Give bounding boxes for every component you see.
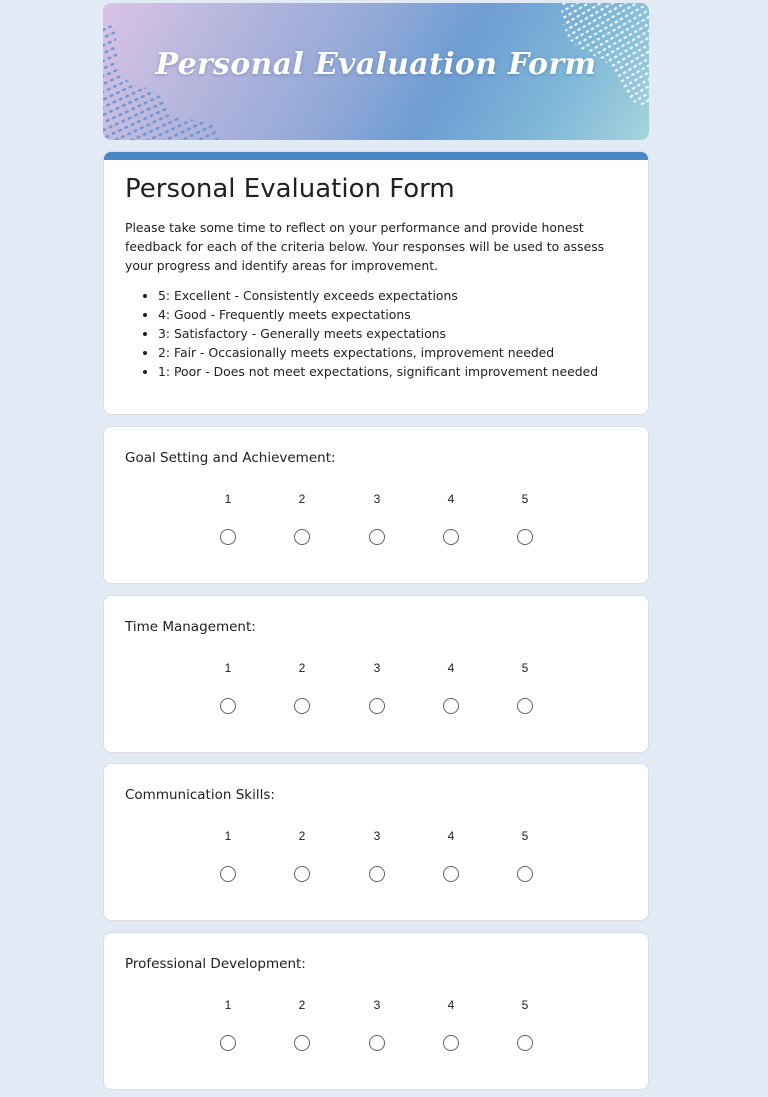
banner-title: Personal Evaluation Form <box>155 47 597 82</box>
scale-label-2: 2 <box>298 492 306 506</box>
rating-radio-2[interactable] <box>294 866 310 882</box>
rating-scale-item: • 5: Excellent - Consistently exceeds expectations <box>158 286 598 305</box>
question-card-goal-setting <box>103 426 649 584</box>
scale-label-3: 3 <box>373 661 381 675</box>
question-card-time-management <box>103 595 649 753</box>
rating-radio-2[interactable] <box>294 529 310 545</box>
scale-label-1: 1 <box>224 829 232 843</box>
rating-radio-2[interactable] <box>294 1035 310 1051</box>
rating-radio-5[interactable] <box>517 698 533 714</box>
rating-radio-4[interactable] <box>443 866 459 882</box>
question-title: Goal Setting and Achievement: <box>125 450 336 466</box>
question-title: Communication Skills: <box>125 787 275 803</box>
rating-scale-item: • 3: Satisfactory - Generally meets expectations <box>158 324 598 343</box>
scale-label-4: 4 <box>447 829 455 843</box>
rating-radio-5[interactable] <box>517 866 533 882</box>
rating-radio-3[interactable] <box>369 698 385 714</box>
scale-label-5: 5 <box>521 492 529 506</box>
scale-label-3: 3 <box>373 829 381 843</box>
rating-radio-3[interactable] <box>369 1035 385 1051</box>
scale-label-1: 1 <box>224 661 232 675</box>
header-accent-bar <box>104 152 648 160</box>
question-title: Professional Development: <box>125 956 306 972</box>
question-title: Time Management: <box>125 619 256 635</box>
scale-label-1: 1 <box>224 998 232 1012</box>
scale-label-3: 3 <box>373 998 381 1012</box>
scale-label-5: 5 <box>521 998 529 1012</box>
rating-scale-item: • 4: Good - Frequently meets expectations <box>158 305 598 324</box>
rating-radio-1[interactable] <box>220 529 236 545</box>
rating-radio-4[interactable] <box>443 529 459 545</box>
rating-radio-3[interactable] <box>369 529 385 545</box>
rating-radio-5[interactable] <box>517 1035 533 1051</box>
scale-label-2: 2 <box>298 661 306 675</box>
rating-radio-1[interactable] <box>220 698 236 714</box>
rating-radio-5[interactable] <box>517 529 533 545</box>
scale-label-1: 1 <box>224 492 232 506</box>
form-title: Personal Evaluation Form <box>125 174 455 204</box>
form-header-card <box>103 151 649 415</box>
scale-label-5: 5 <box>521 661 529 675</box>
rating-radio-4[interactable] <box>443 1035 459 1051</box>
rating-radio-2[interactable] <box>294 698 310 714</box>
rating-radio-4[interactable] <box>443 698 459 714</box>
scale-label-3: 3 <box>373 492 381 506</box>
rating-radio-1[interactable] <box>220 1035 236 1051</box>
scale-label-4: 4 <box>447 998 455 1012</box>
rating-scale-item: • 2: Fair - Occasionally meets expectations, improvement needed <box>158 343 598 362</box>
scale-label-4: 4 <box>447 492 455 506</box>
scale-label-2: 2 <box>298 829 306 843</box>
form-description: Please take some time to reflect on your performance and provide honest feedback for each of the criteria below. Your responses will be used to assess your progress and identify areas for improvement. <box>125 220 605 273</box>
scale-label-5: 5 <box>521 829 529 843</box>
question-card-communication-skills <box>103 763 649 921</box>
rating-scale-item: • 1: Poor - Does not meet expectations, significant improvement needed <box>158 362 598 381</box>
scale-label-4: 4 <box>447 661 455 675</box>
rating-radio-3[interactable] <box>369 866 385 882</box>
question-card-professional-development <box>103 932 649 1090</box>
header-banner <box>103 3 649 140</box>
rating-radio-1[interactable] <box>220 866 236 882</box>
scale-label-2: 2 <box>298 998 306 1012</box>
rating-scale-list <box>125 286 598 381</box>
